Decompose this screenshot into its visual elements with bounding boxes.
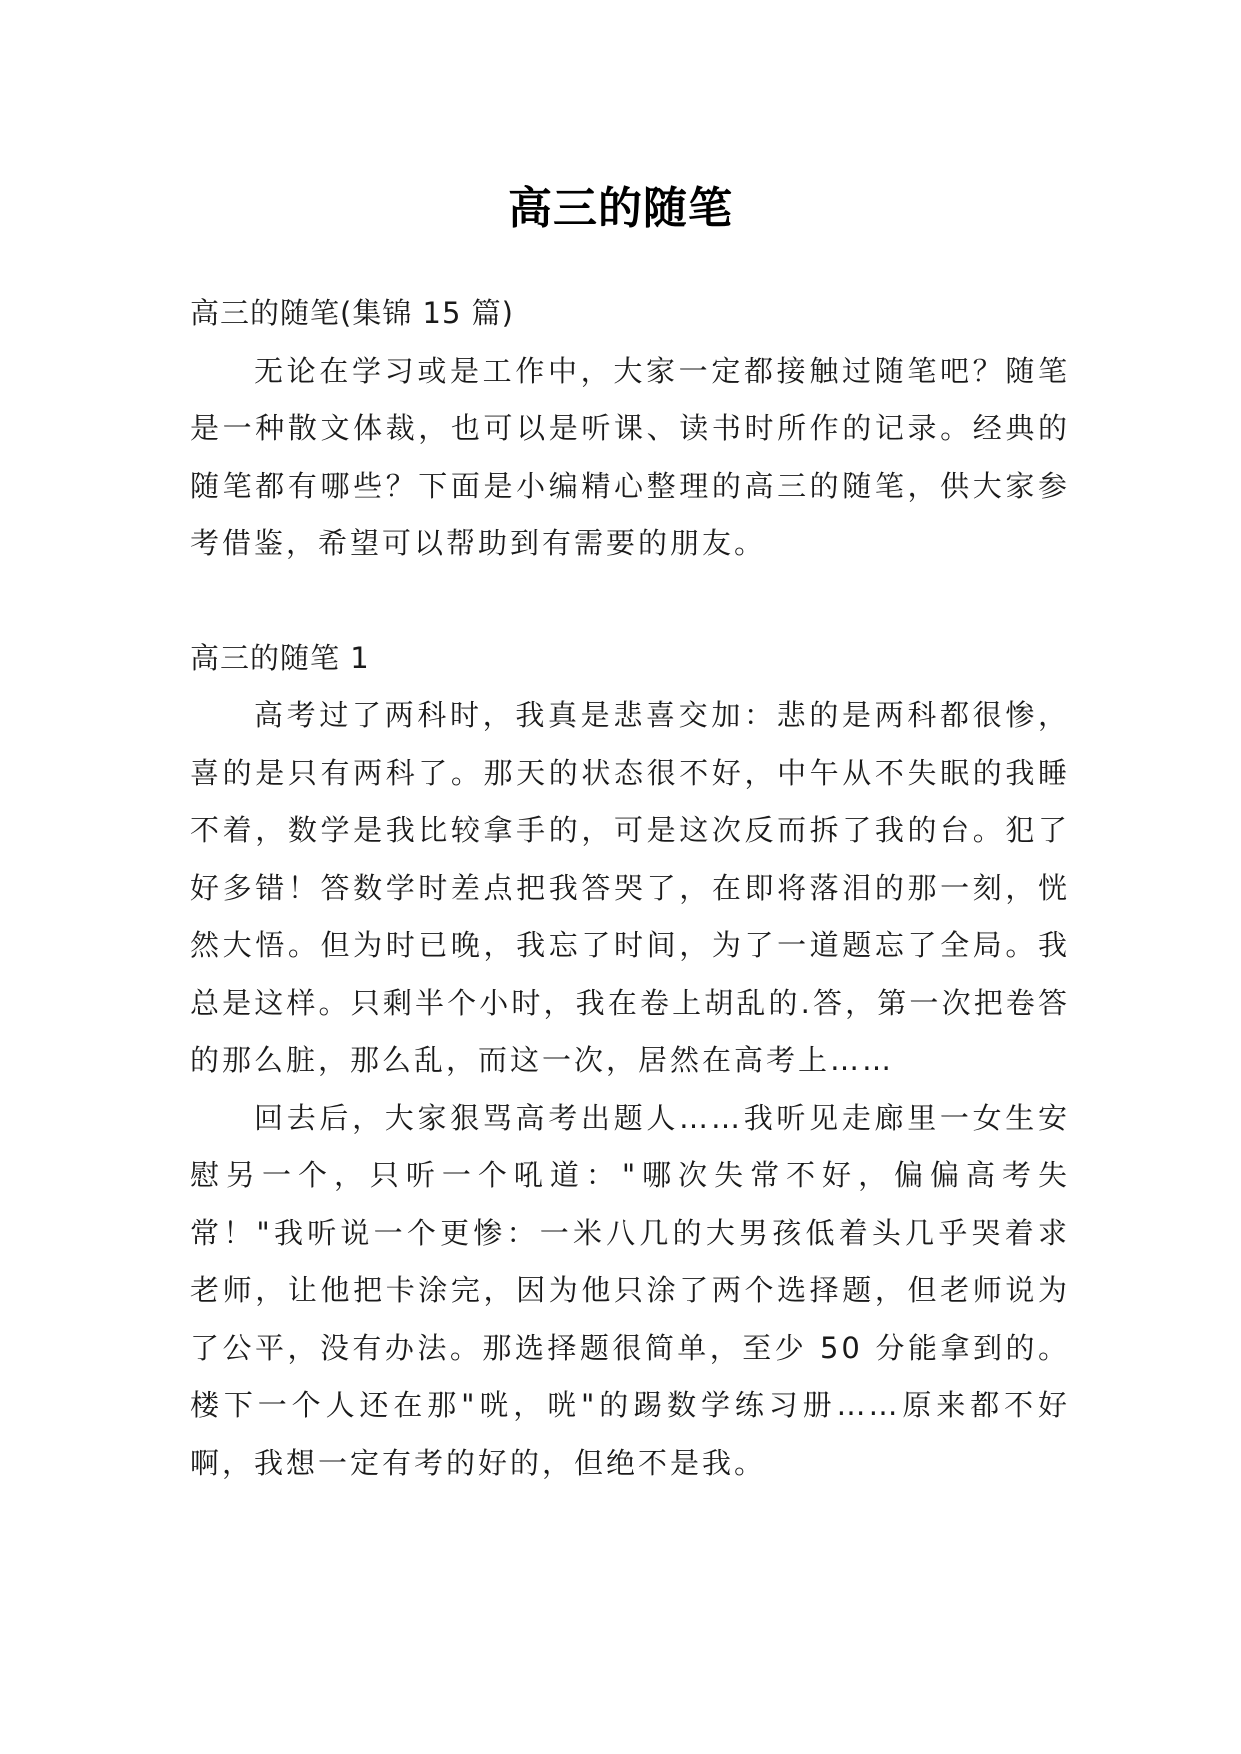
intro-paragraph: 无论在学习或是工作中，大家一定都接触过随笔吧？随笔是一种散文体裁，也可以是听课、读书时所作的记录。经典的随笔都有哪些？下面是小编精心整理的高三的随笔，供大家参考借鉴，希望可以帮助到有需要的朋友。	[190, 353, 1070, 560]
section-spacer	[190, 573, 1070, 630]
collection-subtitle: 高三的随笔(集锦 15 篇)	[190, 296, 514, 330]
document-body	[190, 285, 1070, 1492]
document-title: 高三的随笔	[508, 183, 733, 235]
section-heading: 高三的随笔 1	[190, 640, 370, 675]
body-paragraph: 高考过了两科时，我真是悲喜交加：悲的是两科都很惨，喜的是只有两科了。那天的状态很不好，中午从不失眠的我睡不着，数学是我比较拿手的，可是这次反而拆了我的台。犯了好多错！答数学时差点把我答哭了，在即将落泪的那一刻，恍然大悟。但为时已晚，我忘了时间，为了一道题忘了全局。我总是这样。只剩半个小时，我在卷上胡乱的.答，第一次把卷答的那么脏，那么乱，而这一次，居然在高考上……	[190, 698, 1070, 1077]
body-paragraph: 回去后，大家狠骂高考出题人……我听见走廊里一女生安慰另一个，只听一个吼道："哪次失常不好，偏偏高考失常！"我听说一个更惨：一米八几的大男孩低着头几乎哭着求老师，让他把卡涂完，因为他只涂了两个选择题，但老师说为了公平，没有办法。那选择题很简单，至少 50 分能拿到的。楼下一个人还在那"咣，咣"的踢数学练习册……原来都不好啊，我想一定有考的好的，但绝不是我。	[190, 1100, 1070, 1480]
